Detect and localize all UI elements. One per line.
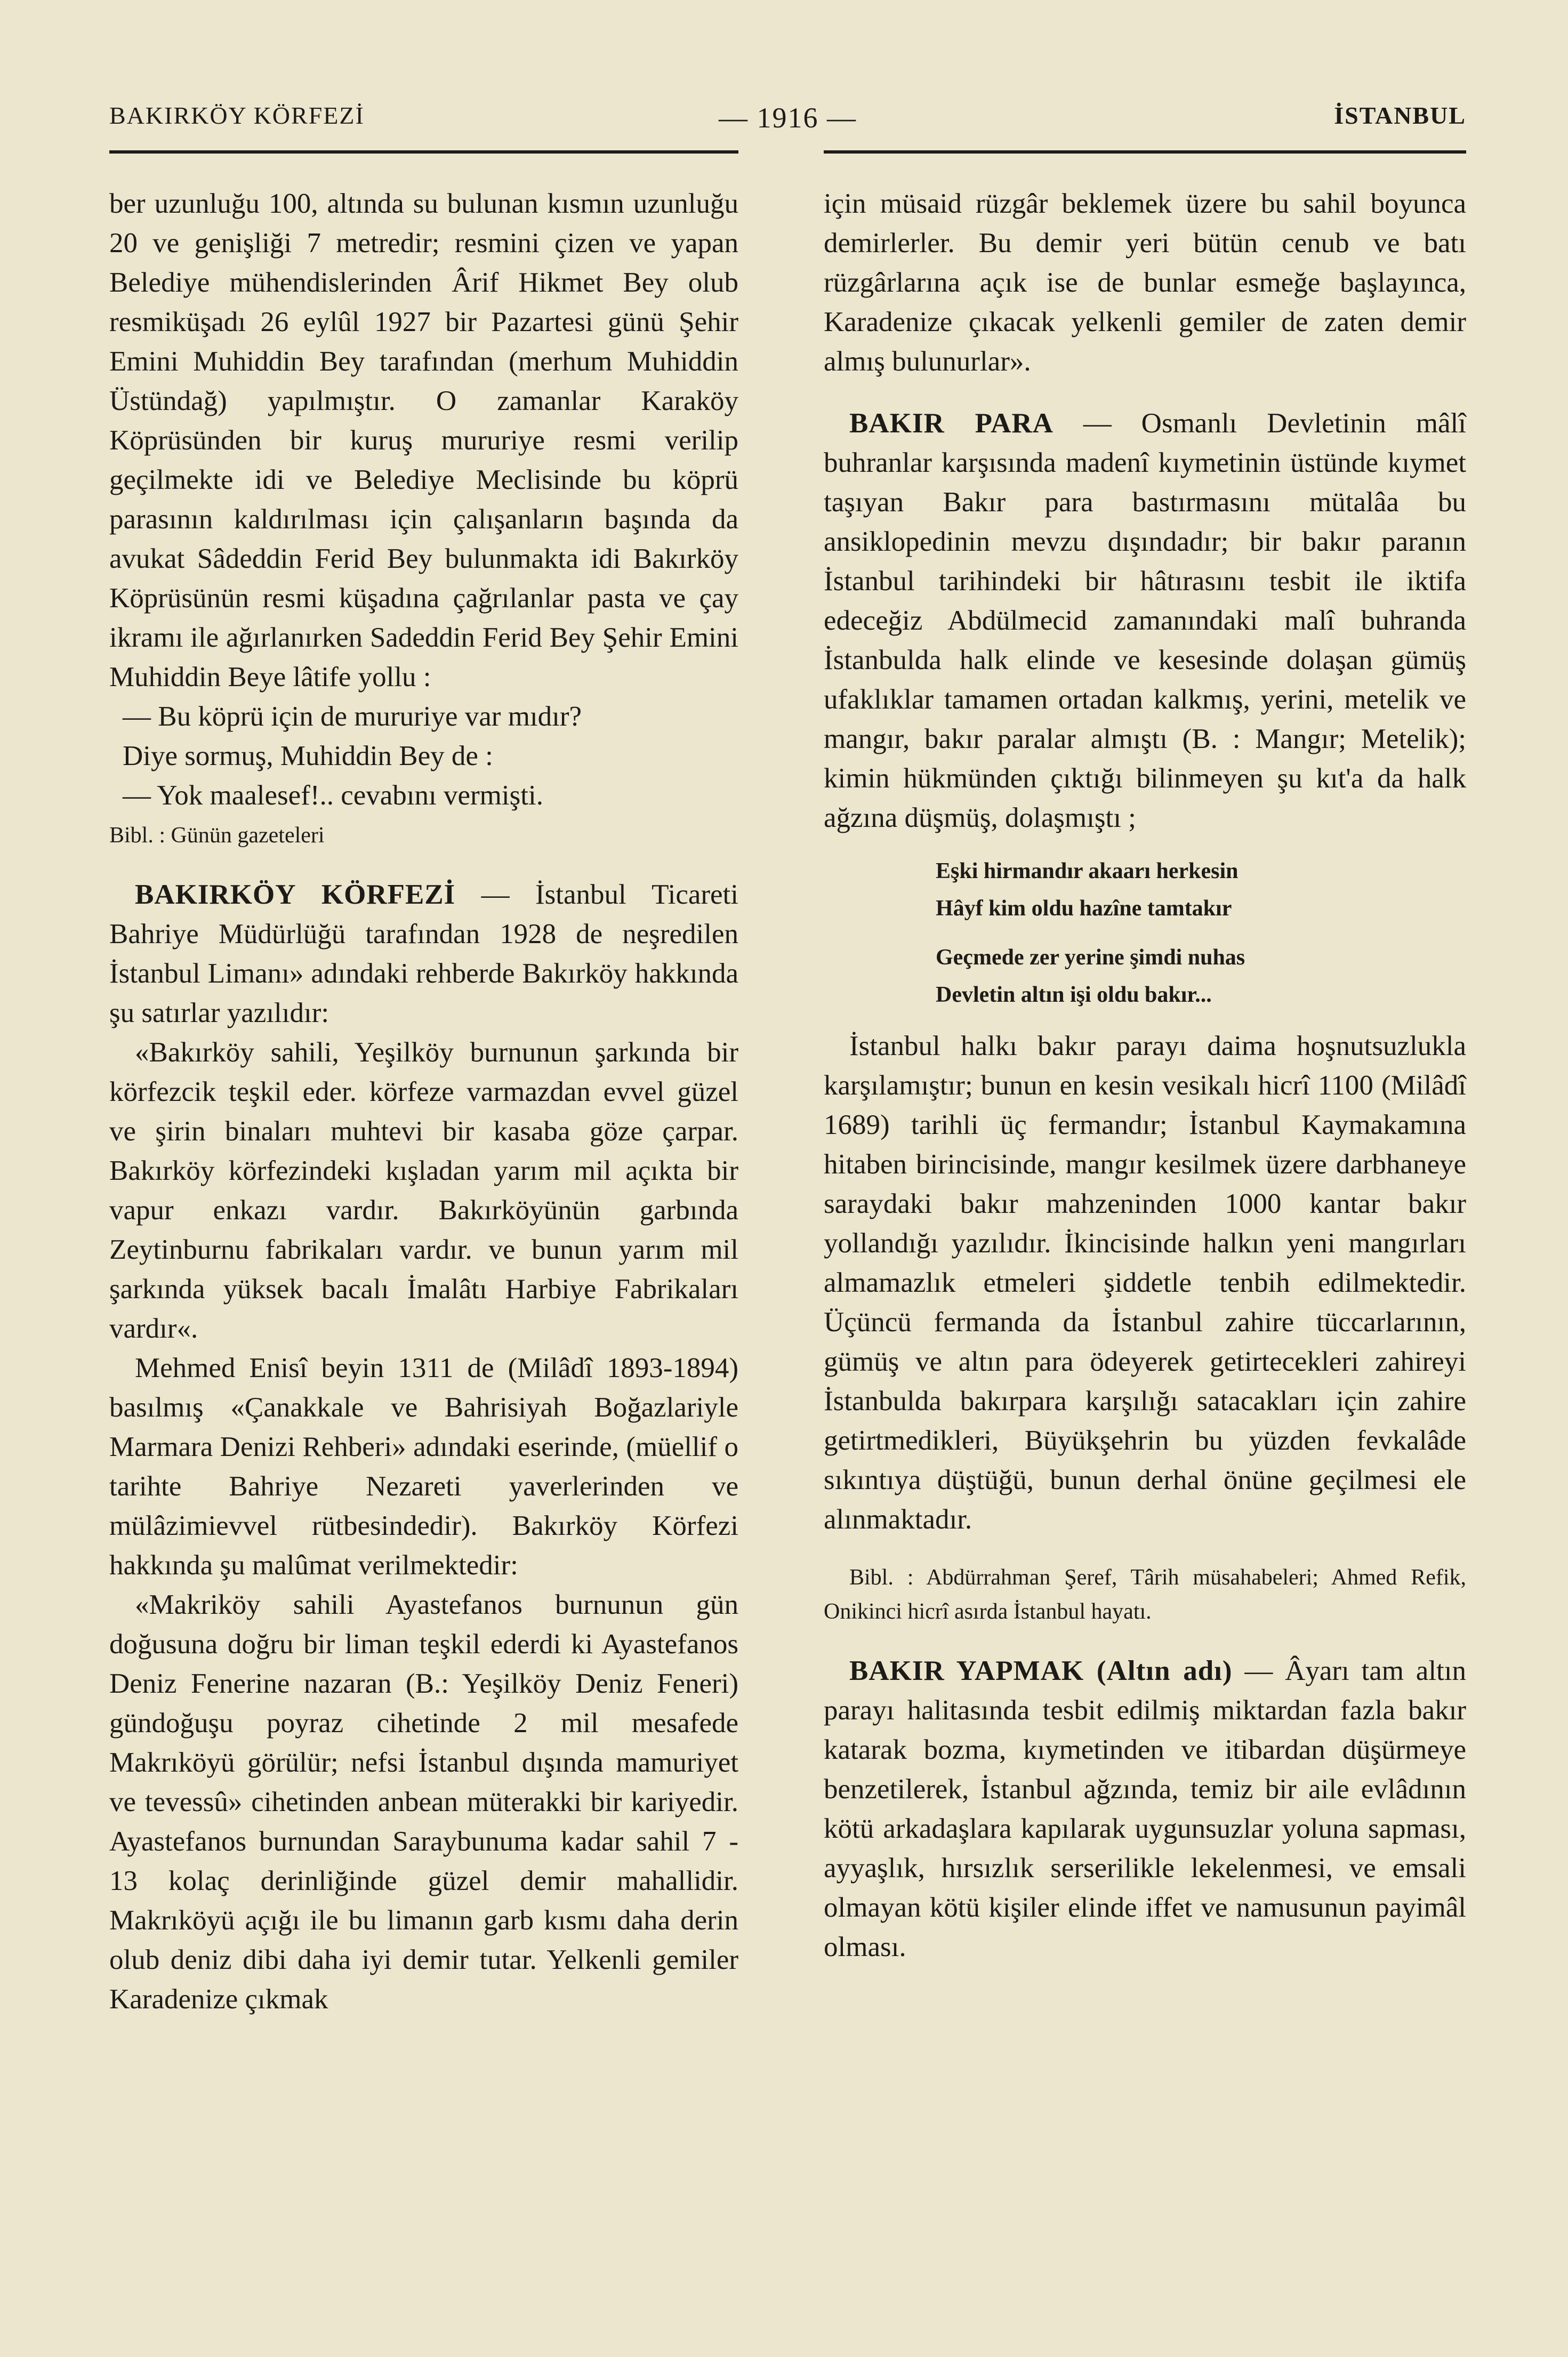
entry-title: BAKIRKÖY KÖRFEZİ (135, 879, 456, 910)
right-column (824, 184, 1466, 1967)
poem-line: Geçmede zer yerine şimdi nuhas (936, 945, 1245, 970)
dialogue-line: — Bu köprü için de mururiye var mıdır? (123, 701, 582, 732)
header-volume-title: İSTANBUL (1334, 102, 1466, 129)
entry-title: BAKIR YAPMAK (Altın adı) (849, 1655, 1233, 1686)
paragraph: ber uzunluğu 100, altında su bulunan kısmın uzunluğu 20 ve genişliği 7 metredir; resmini çizen ve yapan Belediye mühendislerinden Ârif Hikmet Bey olub resmiküşadı 26 eylûl 1927 bir Pazartesi günü Şehir Emini Muhiddin Bey tarafından (merhum Muhiddin Üstündağ) yapılmıştır. O zamanlar Karaköy Köprüsünden bir kuruş mururiye resmi verilip geçilmekte idi ve Belediye Meclisinde bu köprü parasının kaldırılması için çalışanların başında da avukat Sâdeddin Ferid Bey bulunmakta idi Bakırköy Köprüsünün resmi küşadına çağrılanlar pasta ve çay ikramı ile ağırlanırken Sadeddin Ferid Bey Şehir Emini Muhiddin Beye lâtife yollu : (109, 188, 738, 693)
paragraph: İstanbul halkı bakır parayı daima hoşnutsuzlukla karşılamıştır; bunun en kesin vesikalı hicrî 1100 (Milâdî 1689) tarihli üç fermandır; İstanbul Kaymakamına hitaben birincisinde, mangır kesilmek üzere darbhaneye saraydaki bakır mahzeninden 1000 kantar bakır yollandığı yazılıdır. İkincisinde halkın yeni mangırları almamazlık etmeleri şiddetle tenbih edilmektedir. Üçüncü fermanda da İstanbul zahire tüccarlarının, gümüş ve altın para ödeyerek getirtecekleri zahireyi İstanbulda bakırpara karşılığı satacakları için zahire getirtmedikleri, Büyükşehrin bu yüzden fevkalâde sıkıntıya düştüğü, bunun derhal önüne geçilmesi ele alınmaktadır. (824, 1031, 1466, 1535)
paragraph: için müsaid rüzgâr beklemek üzere bu sahil boyunca demirlerler. Bu demir yeri bütün cenub ve batı rüzgârlarına açık ise de bunlar esmeğe başlayınca, Karadenize çıkacak yelkenli gemiler de zaten demir almış bulunurlar». (824, 188, 1466, 377)
bibliography: Bibl. : Günün gazeteleri (109, 823, 325, 848)
dialogue-line: — Yok maalesef!.. cevabını vermişti. (123, 780, 543, 811)
poem-line: Eşki hirmandır akaarı herkesin (936, 859, 1239, 883)
quote-paragraph: «Makriköy sahili Ayastefanos burnunun gün doğusuna doğru bir liman teşkil ederdi ki Ayastefanos Deniz Fenerine nazaran (B.: Yeşilköy Deniz Feneri) gündoğuşu poyraz cihetinde 2 mil mesafede Makrıköyü görülür; nefsi İstanbul dışında mamuriyet ve tevessû» cihetinden anbean müterakki bir kariyedir. Ayastefanos burnundan Saraybunuma kadar sahil 7 - 13 kolaç derinliğinde güzel demir mahallidir. Makrıköyü açığı ile bu limanın garb kısmı daha derin olub deniz dibi daha iyi demir tutar. Yelkenli gemiler Karadenize çıkmak (109, 1589, 738, 2015)
page-number: — 1916 — (719, 102, 857, 134)
dialogue-line: Diye sormuş, Muhiddin Bey de : (123, 741, 493, 771)
poem-verse (936, 852, 1466, 1013)
quote-paragraph: «Bakırköy sahili, Yeşilköy burnunun şarkında bir körfezcik teşkil eder. körfeze varmazdan evvel güzel ve şirin binaları muhtevi bir kasaba göze çarpar. Bakırköy körfezindeki kışladan yarım mil açıkta bir vapur enkazı vardır. Bakırköyünün garbında Zeytinburnu fabrikaları vardır. ve bunun yarım mil şarkında yüksek bacalı İmalâtı Harbiye Fabrikaları vardır«. (109, 1037, 738, 1344)
poem-line: Hâyf kim oldu hazîne tamtakır (936, 896, 1232, 921)
header-rule-left (109, 150, 738, 154)
entry-paragraph (824, 1651, 1466, 1967)
entry-paragraph (824, 404, 1466, 838)
paragraph: Mehmed Enisî beyin 1311 de (Milâdî 1893-1894) basılmış «Çanakkale ve Bahrisiyah Boğazlariyle Marmara Denizi Rehberi» adındaki eserinde, (müellif o tarihte Bahriye Nezareti yaverlerinden ve mülâzimievvel rütbesindedir). Bakırköy Körfezi hakkında şu malûmat verilmektedir: (109, 1353, 738, 1581)
entry-text: — İstanbul Ticareti Bahriye Müdürlüğü tarafından 1928 de neşredilen İstanbul Limanı» adındaki rehberde Bakırköy hakkında şu satırlar yazılıdır: (109, 879, 739, 1028)
header-section-title: BAKIRKÖY KÖRFEZİ (109, 102, 365, 129)
left-column (109, 184, 738, 2019)
running-header (109, 101, 1466, 139)
header-rule-right (824, 150, 1466, 154)
bibliography: Bibl. : Abdürrahman Şeref, Târih müsahabeleri; Ahmed Refik, Onikinci hicrî asırda İstanbul hayatı. (824, 1565, 1466, 1624)
entry-text: — Osmanlı Devletinin mâlî buhranlar karşısında madenî kıymetinin üstünde kıymet taşıyan Bakır para bastırmasını mütalâa bu ansiklopedinin mevzu dışındadır; bir bakır paranın İstanbul tarihindeki bir hâtırasını tesbit ile iktifa edeceğiz Abdülmecid zamanındaki malî buhranda İstanbulda halk elinde ve kesesinde dolaşan gümüş ufaklıklar tamamen ortadan kalkmış, yerini, metelik ve mangır, bakır paralar almıştı (B. : Mangır; Metelik); kimin hükmünden çıktığı bilinmeyen şu kıt'a da halk ağzına düşmüş, dolaşmıştı ; (824, 408, 1466, 833)
entry-paragraph (109, 875, 738, 1033)
entry-title: BAKIR PARA (849, 408, 1054, 439)
poem-line: Devletin altın işi oldu bakır... (936, 983, 1212, 1007)
entry-text: — Âyarı tam altın parayı halitasında tesbit edilmiş miktardan fazla bakır katarak bozma, kıymetinden ve itibardan düşürmeye benzetilerek, İstanbul ağzında, temiz bir aile evlâdının kötü arkadaşlara kapılarak uygunsuzlar yoluna sapması, ayyaşlık, hırsızlık serserilikle lekelenmesi, ve emsali olmayan kötü kişiler elinde iffet ve namusunun payimâl olması. (824, 1655, 1466, 1962)
